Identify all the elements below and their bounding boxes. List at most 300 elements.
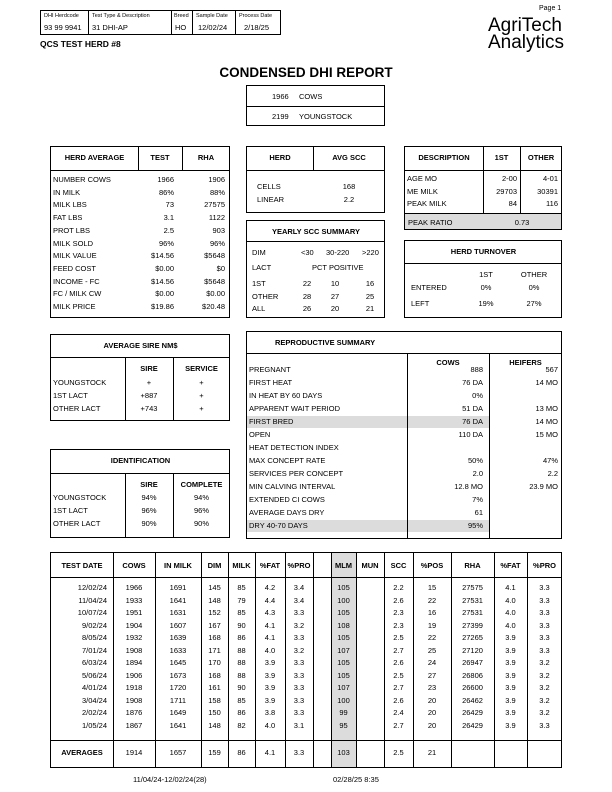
test-table-cell: 3.4 <box>293 595 305 605</box>
test-table-cell: 27 <box>427 670 437 680</box>
test-date-cell: 9/02/24 <box>81 620 107 630</box>
averages-cell: 21 <box>427 748 437 757</box>
sire-nm-sire: +887 <box>140 391 158 400</box>
herdcode-cell: DHI Herdcode 93 99 9941 <box>41 11 89 34</box>
test-table-cell: 3.2 <box>293 620 305 630</box>
test-table-cell: 152 <box>208 608 221 617</box>
test-table-cell: 16 <box>427 608 437 617</box>
test-table-cell: 26429 <box>462 720 483 730</box>
averages-cell: 4.1 <box>264 748 276 757</box>
repro-label: APPARENT WAIT PERIOD <box>249 404 340 413</box>
repro-heifers: 14 MO <box>535 378 558 387</box>
test-table-header: MLM <box>334 561 353 570</box>
test-table-cell: 1639 <box>169 633 187 642</box>
herd-average-rha: 903 <box>212 225 225 235</box>
test-table-cell: 26462 <box>462 695 483 705</box>
herd-average-test: $0.00 <box>155 263 174 273</box>
sire-nm-sire: +743 <box>140 404 158 413</box>
test-table-cell: 27399 <box>462 620 483 630</box>
repro-label: EXTENDED CI COWS <box>249 495 325 504</box>
averages-label: AVERAGES <box>61 748 103 757</box>
description-label: ME MILK <box>407 186 438 196</box>
repro-label: SERVICES PER CONCEPT <box>249 469 344 478</box>
test-table-cell: 105 <box>337 608 350 617</box>
test-table-cell: 1691 <box>169 583 187 592</box>
herd-average-rha: 88% <box>209 187 225 197</box>
repro-cows: 888 <box>470 365 483 374</box>
test-table-cell: 90 <box>237 620 246 630</box>
test-table-cell: 1906 <box>125 670 143 680</box>
description-1st: 84 <box>508 199 517 208</box>
repro-heifers: 47% <box>542 456 558 465</box>
test-table-cell: 1951 <box>125 608 143 617</box>
herd-average-label: FAT LBS <box>53 213 83 223</box>
test-table-cell: 95 <box>339 720 348 730</box>
herd-average-label: MILK VALUE <box>53 251 97 261</box>
test-table-header: SCC <box>390 561 407 570</box>
test-table-cell: 88 <box>237 645 246 655</box>
test-table-cell: 107 <box>337 683 350 692</box>
herd-average-label: INCOME - FC <box>53 276 100 286</box>
identification-sire: 96% <box>141 506 157 515</box>
test-table-cell: 168 <box>208 633 221 642</box>
test-table-cell: 105 <box>337 583 350 592</box>
test-table-cell: 3.9 <box>505 708 516 717</box>
test-table-cell: 2.5 <box>393 633 404 642</box>
test-table-cell: 1645 <box>169 658 187 667</box>
yearly-scc-lact: 1ST <box>252 279 266 288</box>
test-table-cell: 3.3 <box>539 595 550 605</box>
test-date-cell: 1/05/24 <box>81 720 107 730</box>
test-table-cell: 1673 <box>169 670 187 680</box>
sire-nm-box: AVERAGE SIRE NM$ SIRE SERVICE YOUNGSTOCK + + 1ST LACT +887 + OTHER LACT +743 + <box>50 334 230 421</box>
test-table-header: %PRO <box>533 561 556 570</box>
test-table-header: IN MILK <box>164 561 192 570</box>
sample-date-cell: Sample Date 12/02/24 <box>193 11 236 34</box>
process-date-cell: Process Date 2/18/25 <box>239 13 273 32</box>
test-table-cell: 3.3 <box>293 608 305 617</box>
test-date-cell: 12/02/24 <box>77 583 107 592</box>
herd-average-rha: $5648 <box>204 276 225 286</box>
test-table-cell: 2.7 <box>393 720 404 730</box>
repro-heifers: 567 <box>545 365 558 374</box>
test-table-cell: 1932 <box>125 633 143 642</box>
test-table-cell: 3.9 <box>264 658 276 667</box>
test-table-cell: 90 <box>237 683 246 692</box>
repro-cows: 76 DA <box>462 378 483 387</box>
test-table-cell: 1720 <box>169 683 187 692</box>
test-table-cell: 4.2 <box>264 583 276 592</box>
test-table-cell: 2.6 <box>393 695 404 705</box>
test-table-cell: 4.4 <box>264 595 276 605</box>
peak-ratio-row: PEAK RATIO 0.73 <box>405 213 561 229</box>
yearly-scc-lact: OTHER <box>252 291 279 301</box>
test-table-cell: 4.1 <box>264 633 276 642</box>
test-table-cell: 4.0 <box>264 645 276 655</box>
test-table-cell: 3.3 <box>539 620 550 630</box>
identification-sire: 94% <box>141 493 157 502</box>
test-table-cell: 1904 <box>125 620 143 630</box>
averages-cell: 103 <box>337 748 350 757</box>
test-table-cell: 2.7 <box>393 683 404 692</box>
repro-cows: 7% <box>472 495 483 504</box>
repro-label: HEAT DETECTION INDEX <box>249 443 339 452</box>
sire-nm-label: OTHER LACT <box>53 404 101 413</box>
test-table-cell: 2.3 <box>393 620 404 630</box>
test-table-cell: 1641 <box>169 720 187 730</box>
sire-nm-sire: + <box>146 378 152 387</box>
repro-label: MAX CONCEPT RATE <box>249 456 326 465</box>
herd-average-label: MILK PRICE <box>53 302 96 311</box>
yearly-scc-box: YEARLY SCC SUMMARY DIM <30 30-220 >220 LACT PCT POSITIVE 1ST 22 10 16 OTHER 28 27 25 ALL 26 20 21 <box>246 220 385 318</box>
sire-nm-service: + <box>199 378 204 387</box>
test-table-cell: 3.3 <box>539 583 550 592</box>
test-table-cell: 86 <box>237 708 246 717</box>
herd-average-test: 96% <box>158 238 174 248</box>
test-table-cell: 20 <box>427 720 437 730</box>
test-table-cell: 3.3 <box>539 608 550 617</box>
footer-date-range: 11/04/24-12/02/24(28) <box>133 775 207 784</box>
test-table-cell: 4.1 <box>505 583 516 592</box>
test-table-cell: 25 <box>427 645 437 655</box>
identification-sire: 90% <box>141 519 157 528</box>
repro-cows: 51 DA <box>462 404 483 413</box>
yearly-scc-value: 28 <box>302 291 312 301</box>
test-table-cell: 1711 <box>169 695 187 705</box>
test-table-cell: 85 <box>237 608 246 617</box>
test-table-cell: 167 <box>208 620 221 630</box>
sire-nm-label: 1ST LACT <box>53 391 88 400</box>
herd-average-test: $0.00 <box>155 289 174 299</box>
test-table-cell: 1631 <box>169 608 187 617</box>
herd-average-test: 2.5 <box>163 225 174 235</box>
repro-cows: 95% <box>467 521 483 530</box>
repro-cows: 0% <box>472 391 483 400</box>
repro-heifers: 15 MO <box>535 430 558 439</box>
identification-complete: 94% <box>193 493 209 502</box>
herd-average-label: FEED COST <box>53 263 96 273</box>
test-table-cell: 4.3 <box>264 608 276 617</box>
herd-average-rha: 27575 <box>204 200 225 210</box>
test-table-cell: 3.9 <box>505 633 516 642</box>
test-table-cell: 99 <box>339 708 348 717</box>
averages-cell: 1914 <box>125 748 143 757</box>
description-other: 4-01 <box>542 174 558 183</box>
test-table-header: MUN <box>361 561 379 570</box>
repro-label: AVERAGE DAYS DRY <box>249 508 325 517</box>
test-table-cell: 3.3 <box>539 633 550 642</box>
identification-box: IDENTIFICATION SIRE COMPLETE YOUNGSTOCK 94% 94% 1ST LACT 96% 96% OTHER LACT 90% 90% <box>50 449 230 538</box>
test-table-cell: 26600 <box>462 683 483 692</box>
test-table-cell: 158 <box>208 695 221 705</box>
test-table-cell: 1966 <box>125 583 143 592</box>
identification-complete: 96% <box>193 506 209 515</box>
repro-summary-box: REPRODUCTIVE SUMMARY COWS HEIFERS PREGNANT 888 567 FIRST HEAT 76 DA 14 MO IN HEAT BY 60 DAYS 0% APPARENT WAIT PERIOD 51 DA 13 MO FIRST BRED 76 DA 14 MO OPEN 110 DA 15 MO HEAT DETECTION INDEX MAX CONCEPT RATE 50% 47% SERVICES PER CONCEPT 2.0 2.2 MIN CALVING INTERVAL 12.8 MO 23.9 MO EXTENDED CI COWS 7% AVERAGE DAYS DRY 61 DRY 40-70 DAYS 95% <box>246 331 562 539</box>
test-table-cell: 24 <box>427 658 437 667</box>
report-title: CONDENSED DHI REPORT <box>219 65 393 80</box>
repro-label: MIN CALVING INTERVAL <box>249 482 336 491</box>
repro-label: IN HEAT BY 60 DAYS <box>249 391 323 400</box>
test-table-cell: 3.3 <box>539 645 550 655</box>
repro-label: FIRST BRED <box>249 417 294 426</box>
test-table-cell: 1894 <box>125 658 143 667</box>
test-table-cell: 1933 <box>125 595 143 605</box>
test-table-header: RHA <box>464 561 481 570</box>
test-table-cell: 88 <box>237 658 246 667</box>
test-date-cell: 4/01/24 <box>81 683 107 692</box>
test-table-cell: 3.3 <box>293 683 305 692</box>
repro-cows: 50% <box>467 456 483 465</box>
yearly-scc-value: 22 <box>302 279 312 288</box>
test-table-cell: 26947 <box>462 658 483 667</box>
averages-cell: 1657 <box>169 748 187 757</box>
test-date-cell: 2/02/24 <box>81 708 107 717</box>
test-table-cell: 4.1 <box>264 620 276 630</box>
herd-average-rha: $0.00 <box>206 289 225 299</box>
repro-label: PREGNANT <box>249 365 291 374</box>
test-table-cell: 3.1 <box>293 720 305 730</box>
test-table-cell: 27531 <box>462 608 483 617</box>
test-table-cell: 3.2 <box>539 683 550 692</box>
averages-cell: 2.5 <box>393 748 404 757</box>
test-table-cell: 2.4 <box>393 708 404 717</box>
herd-average-test: 86% <box>158 187 174 197</box>
yearly-scc-value: 26 <box>302 304 312 313</box>
herd-average-label: IN MILK <box>53 187 81 197</box>
test-date-cell: 6/03/24 <box>81 658 107 667</box>
herd-scc-box: HERD AVG SCC CELLS 168 LINEAR 2.2 <box>246 146 385 213</box>
test-table-header: %POS <box>420 561 444 570</box>
test-date-cell: 10/07/24 <box>77 608 107 617</box>
test-table-header: %FAT <box>500 561 521 570</box>
test-table-cell: 4.0 <box>264 720 276 730</box>
header-cells <box>40 10 281 35</box>
herd-average-rha: $20.48 <box>202 302 225 311</box>
test-table-cell: 2.5 <box>393 670 404 680</box>
yearly-scc-value: 10 <box>330 279 340 288</box>
test-table-cell: 27531 <box>462 595 483 605</box>
test-table-cell: 108 <box>337 620 350 630</box>
herd-average-test: $14.56 <box>151 251 174 261</box>
repro-cows: 12.8 MO <box>454 482 483 491</box>
test-table-cell: 3.3 <box>293 658 305 667</box>
test-table-cell: 100 <box>337 595 350 605</box>
test-table-header: COWS <box>122 561 146 570</box>
repro-cows: 110 DA <box>458 430 483 439</box>
identification-label: OTHER LACT <box>53 519 101 528</box>
herd-average-test: $19.86 <box>151 302 174 311</box>
test-table-cell: 2.2 <box>393 583 404 592</box>
test-date-cell: 11/04/24 <box>78 595 107 605</box>
test-table-cell: 150 <box>208 708 221 717</box>
test-table-cell: 1607 <box>169 620 187 630</box>
test-table-cell: 1876 <box>125 708 143 717</box>
test-table-cell: 3.9 <box>264 695 276 705</box>
test-table-header: TEST DATE <box>61 561 103 570</box>
test-table-cell: 3.9 <box>264 670 276 680</box>
test-table-cell: 20 <box>427 708 437 717</box>
test-date-cell: 5/06/24 <box>81 670 107 680</box>
test-table-cell: 88 <box>237 670 246 680</box>
repro-cows: 61 <box>474 508 483 517</box>
test-table-cell: 27575 <box>462 583 483 592</box>
averages-cell: 159 <box>208 748 221 757</box>
herd-average-test: 1966 <box>157 175 174 184</box>
test-table-cell: 3.9 <box>505 683 516 692</box>
herd-average-box: HERD AVERAGE TEST RHA NUMBER COWS 1966 1906 IN MILK 86% 88% MILK LBS 73 27575 FAT LBS 3.1 1122 PROT LBS 2.5 903 MILK SOLD 96% 96% MILK VALUE $14.56 $5648 FEED COST $0.00 $0 INCOME - FC $14.56 $5648 FC / MILK CW $0.00 $0.00 MILK PRICE $19.86 $20.48 <box>50 146 230 318</box>
test-table-cell: 1918 <box>125 683 143 692</box>
test-history-table <box>50 552 562 768</box>
test-table-cell: 171 <box>208 645 221 655</box>
test-table-cell: 161 <box>208 683 221 692</box>
test-table-header: MILK <box>232 561 251 570</box>
test-table-cell: 2.6 <box>393 658 404 667</box>
test-table-cell: 4.0 <box>505 620 516 630</box>
test-table-cell: 3.9 <box>505 658 516 667</box>
yearly-scc-value: 25 <box>365 291 375 301</box>
test-table-cell: 1649 <box>169 708 187 717</box>
description-box: DESCRIPTION 1ST OTHER PEAK RATIO 0.73 AGE MO 2-00 4-01 ME MILK 29703 30391 PEAK MILK 84 116 <box>404 146 562 230</box>
test-table-cell: 3.3 <box>539 720 550 730</box>
test-table-cell: 3.3 <box>293 670 305 680</box>
test-table-cell: 86 <box>237 633 246 642</box>
yearly-scc-lact: ALL <box>252 304 266 313</box>
test-table-cell: 3.3 <box>293 708 305 717</box>
repro-cows: 2.0 <box>472 469 483 478</box>
test-table-cell: 148 <box>208 720 221 730</box>
test-table-cell: 2.7 <box>393 645 404 655</box>
test-table-cell: 1908 <box>125 645 143 655</box>
test-table-cell: 20 <box>427 695 437 705</box>
yearly-scc-value: 20 <box>330 304 340 313</box>
repro-heifers: 14 MO <box>535 417 558 426</box>
yearly-scc-value: 21 <box>365 304 375 313</box>
description-1st: 29703 <box>496 186 517 196</box>
repro-cows: 76 DA <box>462 417 483 426</box>
identification-label: 1ST LACT <box>53 506 88 515</box>
test-table-cell: 3.9 <box>505 670 516 680</box>
test-table-cell: 4.0 <box>505 608 516 617</box>
test-table-cell: 26429 <box>462 708 483 717</box>
test-table-header: %FAT <box>259 561 281 570</box>
sire-nm-service: + <box>199 391 204 400</box>
herd-average-rha: 1122 <box>208 213 225 223</box>
test-table-cell: 3.9 <box>505 695 516 705</box>
description-other: 30391 <box>537 186 558 196</box>
herd-average-rha: 96% <box>209 238 225 248</box>
page-number: Page 1 <box>539 5 562 12</box>
sire-nm-service: + <box>199 404 204 413</box>
test-table-cell: 105 <box>337 670 350 680</box>
test-table-cell: 3.2 <box>539 658 550 667</box>
herd-name: QCS TEST HERD #8 <box>40 39 121 49</box>
repro-heifers: 2.2 <box>547 469 558 478</box>
breed-cell: Breed HO <box>172 11 193 34</box>
test-table-cell: 3.3 <box>293 695 305 705</box>
repro-label: FIRST HEAT <box>249 378 293 387</box>
test-table-cell: 100 <box>337 695 350 705</box>
herd-average-label: MILK LBS <box>53 200 87 210</box>
test-table-cell: 23 <box>427 683 437 692</box>
description-other: 116 <box>546 199 558 208</box>
test-table-cell: 27265 <box>462 633 483 642</box>
test-table-cell: 107 <box>337 645 350 655</box>
test-table-cell: 27120 <box>462 645 483 655</box>
agritech-logo: AgriTech Analytics <box>488 15 565 53</box>
test-table-cell: 15 <box>427 583 437 592</box>
test-date-cell: 3/04/24 <box>81 695 107 705</box>
test-table-cell: 2.3 <box>393 608 404 617</box>
herd-average-rha: $5648 <box>204 251 225 261</box>
sire-nm-label: YOUNGSTOCK <box>53 378 107 387</box>
repro-label: OPEN <box>249 430 271 439</box>
test-table-cell: 26806 <box>462 670 483 680</box>
repro-label: DRY 40-70 DAYS <box>249 521 308 530</box>
test-table-cell: 3.3 <box>293 633 305 642</box>
test-table-cell: 3.2 <box>293 645 305 655</box>
test-table-cell: 19 <box>427 620 437 630</box>
test-table-cell: 1641 <box>169 595 187 605</box>
test-table-cell: 145 <box>208 583 221 592</box>
test-table-cell: 3.8 <box>264 708 276 717</box>
herd-turnover-box: HERD TURNOVER 1ST OTHER ENTERED 0% 0% LEFT 19% 27% <box>404 240 562 318</box>
repro-heifers: 13 MO <box>535 404 558 413</box>
test-table-header: %PRO <box>287 561 311 570</box>
test-date-cell: 7/01/24 <box>81 645 107 655</box>
test-table-cell: 22 <box>427 633 437 642</box>
yearly-scc-value: 27 <box>330 291 340 301</box>
herd-average-test: 3.1 <box>163 213 174 223</box>
identification-label: YOUNGSTOCK <box>53 493 107 502</box>
test-table-cell: 3.2 <box>539 670 550 680</box>
herd-average-label: MILK SOLD <box>53 238 94 248</box>
description-1st: 2-00 <box>501 174 517 183</box>
test-table-cell: 85 <box>237 695 246 705</box>
test-date-cell: 8/05/24 <box>81 633 107 642</box>
herd-average-label: PROT LBS <box>53 225 90 235</box>
test-table-cell: 170 <box>208 658 221 667</box>
test-table-cell: 3.4 <box>293 583 305 592</box>
test-table-cell: 85 <box>237 583 246 592</box>
test-table-cell: 2.6 <box>393 595 404 605</box>
test-table-cell: 3.2 <box>539 695 550 705</box>
herd-average-label: FC / MILK CW <box>53 289 102 299</box>
herd-average-rha: 1906 <box>208 175 225 184</box>
test-table-header: DIM <box>207 561 222 570</box>
herd-average-test: $14.56 <box>151 276 174 286</box>
test-table-cell: 1908 <box>125 695 143 705</box>
test-table-cell: 3.2 <box>539 708 550 717</box>
test-table-cell: 148 <box>208 595 221 605</box>
test-table-cell: 3.9 <box>505 645 516 655</box>
test-table-cell: 3.9 <box>505 720 516 730</box>
identification-complete: 90% <box>193 519 209 528</box>
test-table-cell: 1867 <box>125 720 143 730</box>
counts-box: 1966 COWS 2199 YOUNGSTOCK <box>246 85 385 126</box>
herd-average-rha: $0 <box>216 263 225 273</box>
test-table-cell: 105 <box>337 658 350 667</box>
test-table-cell: 22 <box>427 595 437 605</box>
description-label: AGE MO <box>407 174 438 183</box>
averages-cell: 3.3 <box>293 748 305 757</box>
herd-average-label: NUMBER COWS <box>53 175 111 184</box>
test-table-cell: 82 <box>237 720 246 730</box>
description-label: PEAK MILK <box>407 199 447 208</box>
herd-average-test: 73 <box>165 200 174 210</box>
repro-heifers: 23.9 MO <box>529 482 558 491</box>
test-table-cell: 1633 <box>169 645 187 655</box>
test-table-cell: 4.0 <box>505 595 516 605</box>
